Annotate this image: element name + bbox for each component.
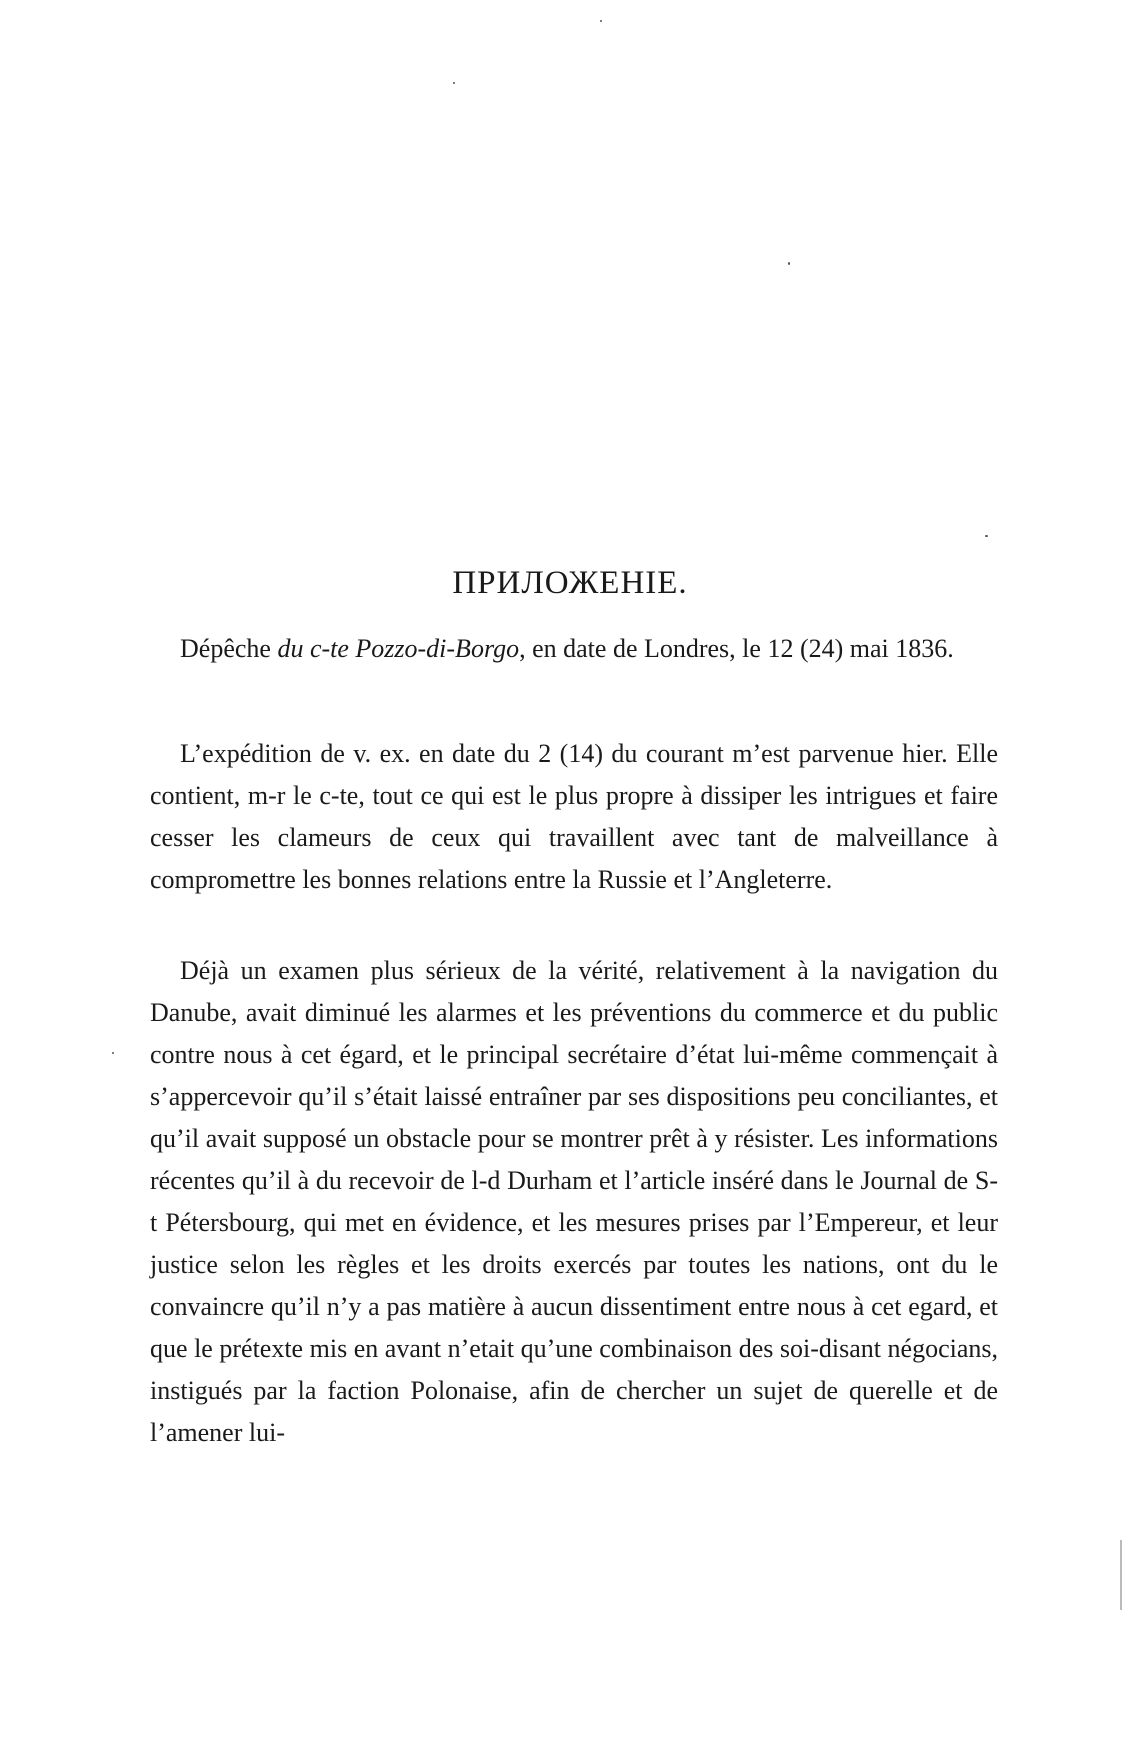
page-title: ПРИЛОЖЕНIЕ. <box>452 565 688 601</box>
scan-speck <box>453 82 455 84</box>
paragraph-text: Déjà un examen plus sérieux de la vérité, relativement à la navigation du Danube, avait diminué les alarmes et les préventions du commerce et du public contre nous à cet égard, et le principal secrétaire d’état lui-même commençait à s’appercevoir qu’il s’était laissé entraîner par ses dispositions peu conciliantes, et qu’il avait supposé un obstacle pour se montrer prêt à y résister. Les informations récentes qu’il à du recevoir de l-d Durham et l’article inséré dans le Journal de S-t Pétersbourg, qui met en évidence, et les mesures prises par l’Empereur, et leur justice selon les règles et les droits exercés par toutes les nations, ont du le convaincre qu’il n’y a pas matière à aucun dissentiment entre nous à cet egard, et que le prétexte mis en avant n’etait qu’une combinaison des soi-disant négocians, instigués par la faction Polonaise, afin de chercher un sujet de querelle et de l’amener lui- <box>150 956 998 1447</box>
paragraph-text: L’expédition de v. ex. en date du 2 (14) du courant m’est parvenue hier. Elle contient, m-r le c-te, tout ce qui est le plus propre à dissiper les intrigues et faire cesser les clameurs de ceux qui travaillent avec tant de malveillance à compromettre les bonnes relations entre la Russie et l’Angleterre. <box>150 739 998 894</box>
paragraph-1 <box>150 733 998 901</box>
scan-speck <box>112 1052 114 1054</box>
scan-edge-line <box>1120 1540 1122 1610</box>
scan-speck <box>788 262 790 265</box>
heading-prefix: Dépêche <box>180 634 278 663</box>
heading-suffix: , en date de Londres, le 12 (24) mai 1836. <box>519 634 954 663</box>
scan-speck <box>600 20 602 22</box>
paragraph-2 <box>150 950 998 1454</box>
dispatch-heading <box>150 628 998 670</box>
heading-sender: c-te Pozzo-di-Borgo <box>309 634 520 663</box>
scan-speck <box>985 535 988 537</box>
heading-du: du <box>277 634 304 663</box>
